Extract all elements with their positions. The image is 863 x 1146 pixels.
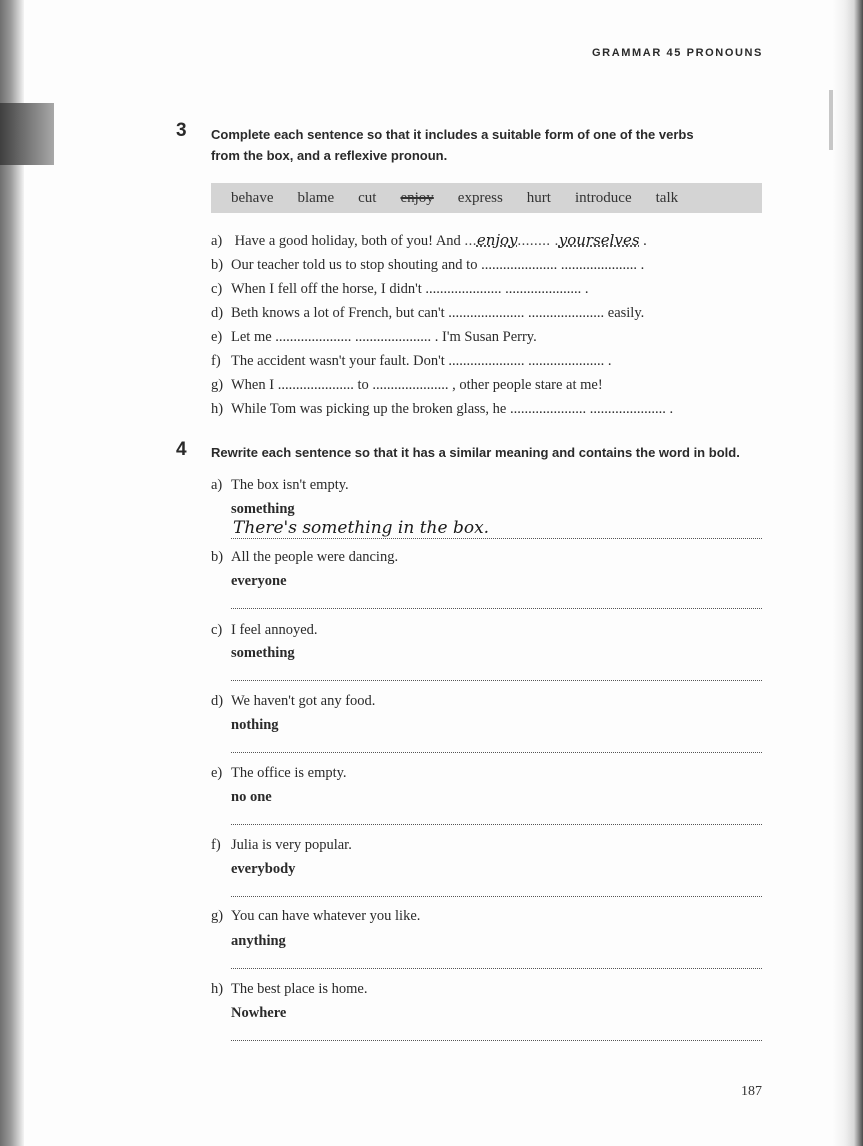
item-sentence: The office is empty. xyxy=(231,765,347,781)
item-label: h) xyxy=(211,981,224,997)
verb-behave: behave xyxy=(231,189,274,206)
exercise-3-item-f[interactable] xyxy=(211,353,612,370)
item-sentence: I feel annoyed. xyxy=(231,622,318,638)
exercise-3-item-d[interactable] xyxy=(211,305,644,322)
item-label: d) xyxy=(211,305,224,321)
exercise-3-item-a: a) Have a good holiday, both of you! And ...enjoy........ .yourselves . xyxy=(211,231,647,249)
exercise-3-item-g[interactable] xyxy=(211,377,603,394)
item-label: g) xyxy=(211,377,224,393)
exercise-3-instruction-line-2: from the box, and a reflexive pronoun. xyxy=(211,148,448,163)
item-text: When I fell off the horse, I didn't ..................... ..................... . xyxy=(231,281,589,297)
exercise-3-item-e[interactable] xyxy=(211,329,537,346)
answer-line-e[interactable] xyxy=(231,824,762,825)
page-number: 187 xyxy=(741,1084,762,1099)
item-label: b) xyxy=(211,549,224,565)
answer-line-d[interactable] xyxy=(231,752,762,753)
cue-word-d: nothing xyxy=(231,717,279,733)
exercise-4-instruction xyxy=(211,442,740,463)
item-label: e) xyxy=(211,329,223,345)
verb-box xyxy=(211,183,762,213)
item-text: When I ..................... to ..................... , other people stare at me! xyxy=(231,377,603,393)
handwritten-answer-yourselves[interactable]: yourselves xyxy=(558,231,640,249)
item-sentence: Julia is very popular. xyxy=(231,837,352,853)
verb-introduce: introduce xyxy=(574,189,632,206)
exercise-4-instruction-text: Rewrite each sentence so that it has a similar meaning and contains the word in xyxy=(211,445,709,460)
item-label: a) xyxy=(211,477,223,493)
cue-word-a: something xyxy=(231,501,295,517)
item-sentence: All the people were dancing. xyxy=(231,549,399,565)
exercise-4-item-f xyxy=(211,837,352,854)
running-header: GRAMMAR 45 PRONOUNS xyxy=(592,47,763,59)
item-text: Beth knows a lot of French, but can't ..................... ..................... easily. xyxy=(231,305,645,321)
item-label: h) xyxy=(211,401,224,417)
cue-word-c: something xyxy=(231,645,295,661)
item-label: d) xyxy=(211,693,224,709)
item-text: The accident wasn't your fault. Don't ..................... ..................... . xyxy=(231,353,612,369)
item-sentence: You can have whatever you like. xyxy=(231,908,421,924)
verb-express: express xyxy=(457,189,503,206)
verb-talk: talk xyxy=(655,189,679,206)
exercise-3-instruction-line-1: Complete each sentence so that it includes a suitable form of one of the verbs xyxy=(211,127,694,142)
handwritten-answer-a[interactable]: There's something in the box. xyxy=(233,518,490,538)
item-label: f) xyxy=(211,837,221,853)
item-sentence: The best place is home. xyxy=(231,981,368,997)
item-label: c) xyxy=(211,622,223,638)
cue-word-g: anything xyxy=(231,933,286,949)
exercise-4-instruction-end: . xyxy=(736,445,740,460)
exercise-4-item-h xyxy=(211,981,368,998)
item-text: Let me ..................... ..................... . I'm Susan Perry. xyxy=(231,329,537,345)
exercise-4-item-c xyxy=(211,622,318,639)
verb-enjoy-crossed-out: enjoy xyxy=(400,189,434,206)
exercise-4-item-g xyxy=(211,908,420,925)
item-sentence: We haven't got any food. xyxy=(231,693,376,709)
answer-line-a[interactable] xyxy=(231,538,762,539)
answer-line-f[interactable] xyxy=(231,896,762,897)
exercise-4-item-a xyxy=(211,477,349,494)
item-label: a) xyxy=(211,233,223,249)
cue-word-h: Nowhere xyxy=(231,1005,287,1021)
answer-line-b[interactable] xyxy=(231,608,762,609)
item-text: Our teacher told us to stop shouting and to ..................... ..................... . xyxy=(231,257,645,273)
exercise-4-item-b xyxy=(211,549,398,566)
verb-hurt: hurt xyxy=(526,189,551,206)
item-label: e) xyxy=(211,765,223,781)
answer-line-h[interactable] xyxy=(231,1040,762,1041)
cue-word-b: everyone xyxy=(231,573,287,589)
exercise-4-item-d xyxy=(211,693,375,710)
answer-line-c[interactable] xyxy=(231,680,762,681)
item-label: f) xyxy=(211,353,221,369)
exercise-4-number: 4 xyxy=(176,439,187,460)
verb-cut: cut xyxy=(358,189,377,206)
item-end: . xyxy=(639,233,647,249)
answer-line-g[interactable] xyxy=(231,968,762,969)
page-fold-shadow xyxy=(829,90,833,150)
section-edge-tab xyxy=(0,103,54,165)
exercise-3-item-b[interactable] xyxy=(211,257,644,274)
book-gutter-shadow xyxy=(0,0,24,1146)
handwritten-answer-enjoy[interactable]: enjoy xyxy=(476,231,518,249)
exercise-3-number: 3 xyxy=(176,120,187,141)
exercise-4-instruction-bold: bold xyxy=(708,445,737,460)
exercise-3-item-c[interactable] xyxy=(211,281,589,298)
exercise-4-item-e xyxy=(211,765,347,782)
item-sentence: The box isn't empty. xyxy=(231,477,349,493)
verb-blame: blame xyxy=(297,189,335,206)
item-text: Have a good holiday, both of you! And xyxy=(234,233,465,249)
item-label: g) xyxy=(211,908,224,924)
cue-word-f: everybody xyxy=(231,861,296,877)
exercise-3-instruction xyxy=(211,124,694,166)
page-right-edge xyxy=(833,0,863,1146)
item-text: While Tom was picking up the broken glass, he ..................... ..................... . xyxy=(231,401,674,417)
exercise-3-item-h[interactable] xyxy=(211,401,673,418)
item-label: c) xyxy=(211,281,223,297)
cue-word-e: no one xyxy=(231,789,272,805)
item-label: b) xyxy=(211,257,224,273)
